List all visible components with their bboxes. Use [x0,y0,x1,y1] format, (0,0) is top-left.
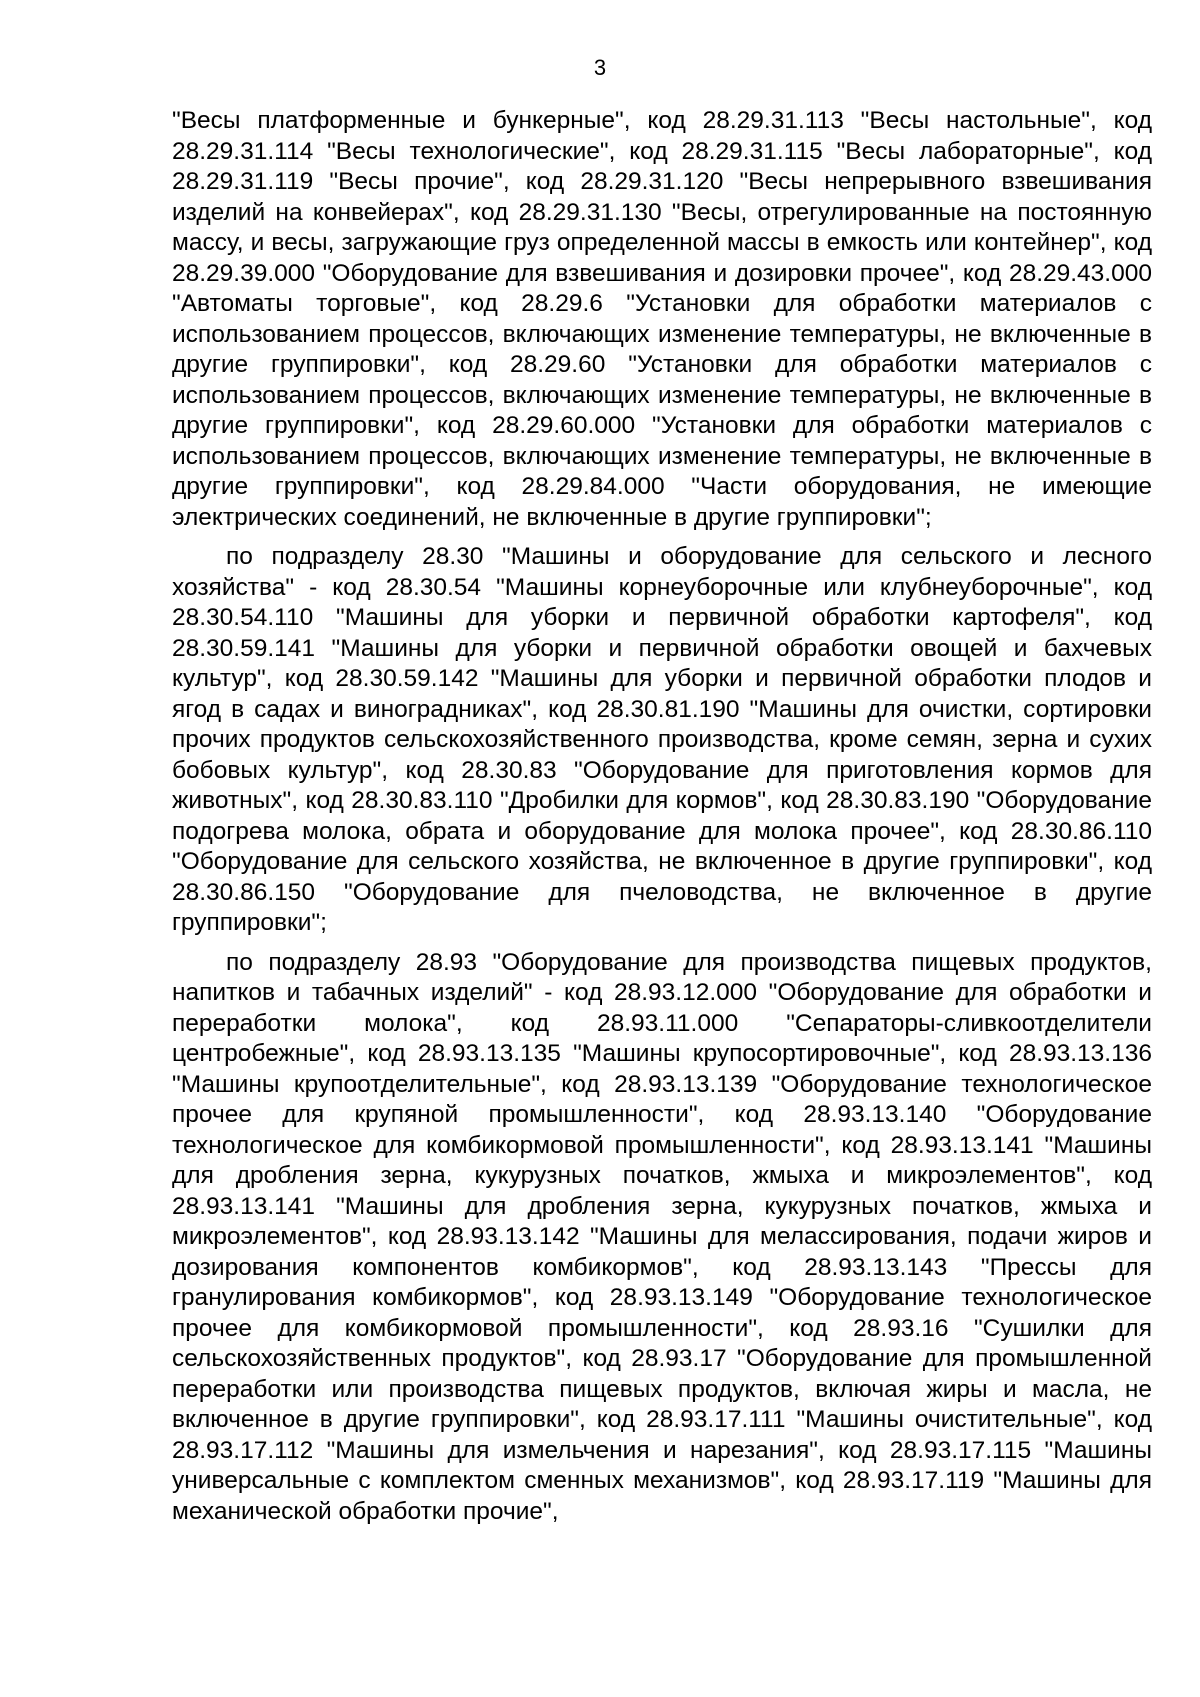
paragraph-subsection-28-30: по подразделу 28.30 "Машины и оборудование для сельского и лесного хозяйства" - код 28.30.54 "Машины корнеуборочные или клубнеуборочные", код 28.30.54.110 "Машины для уборки и первичной обработки картофеля", код 28.30.59.141 "Машины для уборки и первичной обработки овощей и бахчевых культур", код 28.30.59.142 "Машины для уборки и первичной обработки плодов и ягод в садах и виноградниках", код 28.30.81.190 "Машины для очистки, сортировки прочих продуктов сельскохозяйственного производства, кроме семян, зерна и сухих бобовых культур", код 28.30.83 "Оборудование для приготовления кормов для животных", код 28.30.83.110 "Дробилки для кормов", код 28.30.83.190 "Оборудование подогрева молока, обрата и оборудование для молока прочее", код 28.30.86.110 "Оборудование для сельского хозяйства, не включенное в другие группировки", код 28.30.86.150 "Оборудование для пчеловодства, не включенное в другие группировки"; [172,543,1152,936]
paragraph-continuation: "Весы платформенные и бункерные", код 28.29.31.113 "Весы настольные", код 28.29.31.114 "Весы технологические", код 28.29.31.115 "Весы лабораторные", код 28.29.31.119 "Весы прочие", код 28.29.31.120 "Весы непрерывного взвешивания изделий на конвейерах", код 28.29.31.130 "Весы, отрегулированные на постоянную массу, и весы, загружающие груз определенной массы в емкость или контейнер", код 28.29.39.000 "Оборудование для взвешивания и дозировки прочее", код 28.29.43.000 "Автоматы торговые", код 28.29.6 "Установки для обработки материалов с использованием процессов, включающих изменение температуры, не включенные в другие группировки", код 28.29.60 "Установки для обработки материалов с использованием процессов, включающих изменение температуры, не включенные в другие группировки", код 28.29.60.000 "Установки для обработки материалов с использованием процессов, включающих изменение температуры, не включенные в другие группировки", код 28.29.84.000 "Части оборудования, не имеющие электрических соединений, не включенные в другие группировки"; [172,107,1152,531]
paragraph-subsection-28-93: по подразделу 28.93 "Оборудование для производства пищевых продуктов, напитков и табачных изделий" - код 28.93.12.000 "Оборудование для обработки и переработки молока", код 28.93.11.000 "Сепараторы-сливкоотделители центробежные", код 28.93.13.135 "Машины крупосортировочные", код 28.93.13.136 "Машины крупоотделительные", код 28.93.13.139 "Оборудование технологическое прочее для крупяной промышленности", код 28.93.13.140 "Оборудование технологическое для комбикормовой промышленности", код 28.93.13.141 "Машины для дробления зерна, кукурузных початков, жмыха и микроэлементов", код 28.93.13.141 "Машины для дробления зерна, кукурузных початков, жмыха и микроэлементов", код 28.93.13.142 "Машины для мелассирования, подачи жиров и дозирования компонентов комбикормов", код 28.93.13.143 "Прессы для гранулирования комбикормов", код 28.93.13.149 "Оборудование технологическое прочее для комбикормовой промышленности", код 28.93.16 "Сушилки для сельскохозяйственных продуктов", код 28.93.17 "Оборудование для промышленной переработки или производства пищевых продуктов, включая жиры и масла, не включенное в другие группировки", код 28.93.17.111 "Машины очистительные", код 28.93.17.112 "Машины для измельчения и нарезания", код 28.93.17.115 "Машины универсальные с комплектом сменных механизмов", код 28.93.17.119 "Машины для механической обработки прочие", [172,948,1152,1525]
page-number: 3 [593,55,607,80]
document-body [172,106,1152,1527]
